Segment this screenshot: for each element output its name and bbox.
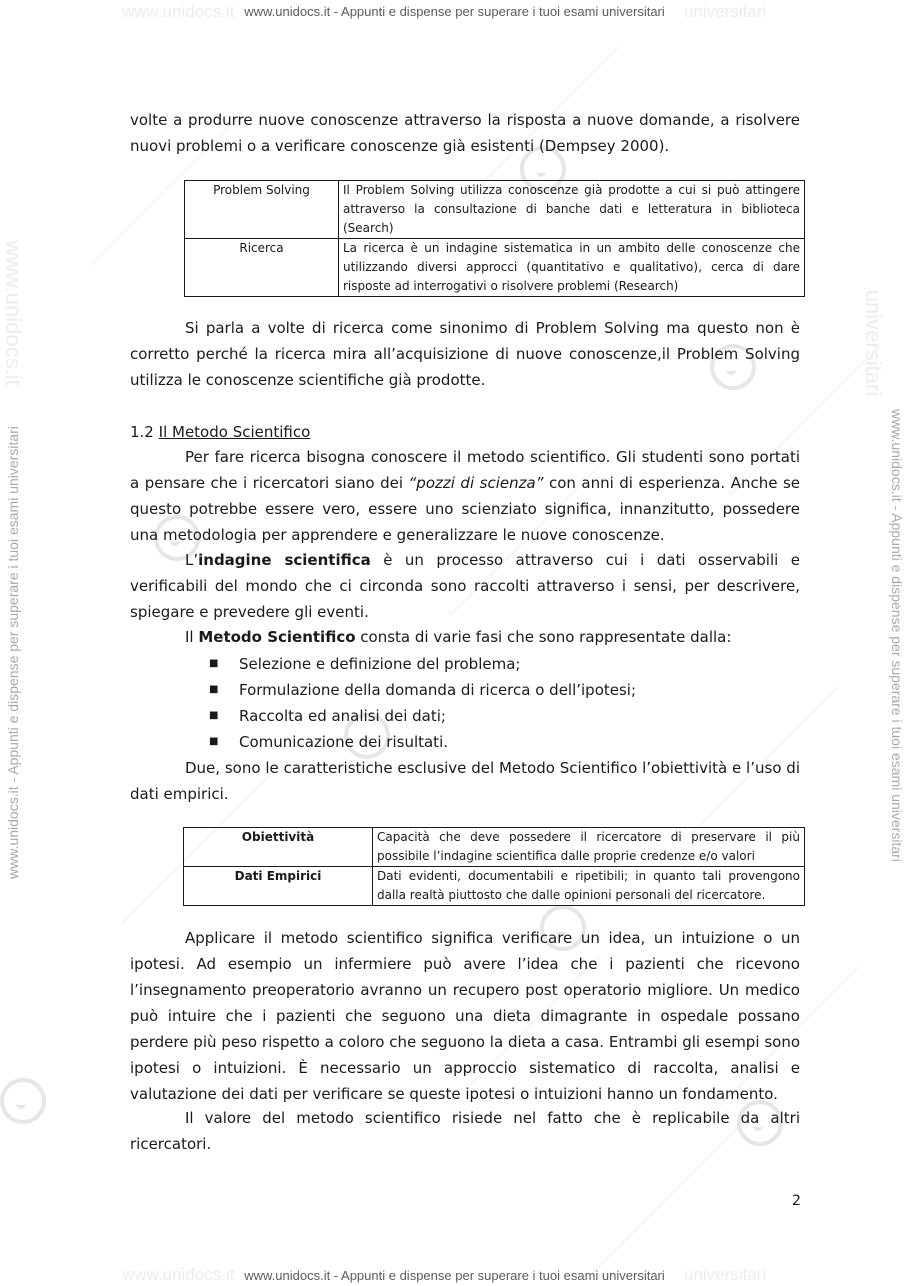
research-text-before: Per fare ricerca bisogna conoscere il metodo scientifico. Gli studenti sono portati a pensare che i ricercatori siano dei: [130, 448, 800, 492]
table-definition: Il Problem Solving utilizza conoscenze già prodotte a cui si può attingere attraverso la consultazione di banche dati e letteratura in biblioteca (Search): [339, 181, 805, 239]
table-row: [184, 867, 805, 906]
phases-bold: Metodo Scientifico: [198, 628, 356, 646]
watermark-ghost-bottom-left: www.unidocs.it: [122, 1265, 235, 1284]
watermark-ghost-right: universitari: [861, 289, 887, 397]
indagine-rest: è un processo attraverso cui i dati osservabili e verificabili del mondo che ci circonda sono raccolti attraverso i sensi, per descrivere, spiegare e prevedere gli eventi.: [130, 551, 801, 621]
watermark-ghost-left: www.unidocs.it: [0, 240, 26, 386]
apply-paragraph: Applicare il metodo scientifico significa verificare un idea, un intuizione o un ipotesi. Ad esempio un infermiere può avere l’idea che i pazienti che ricevono l’insegnamento preoperatorio avranno un recupero post operatorio migliore. Un medico può intuire che i pazienti che seguono una dieta dimagrante in ospedale possano perdere più peso rispetto a coloro che seguono la dieta a casa. Entrambi gli esempi sono ipotesi o intuizioni. È necessario un approccio sistematico di raccolta, analisi e valutazione dei dati per verificare se queste ipotesi o intuizioni hanno un fondamento.: [130, 929, 800, 1103]
value-paragraph: Il valore del metodo scientifico risiede nel fatto che è replicabile da altri ricercatori.: [130, 1109, 800, 1153]
table-term: Dati Empirici: [184, 867, 373, 906]
table-term: Problem Solving: [185, 181, 339, 239]
watermark-right: www.unidocs.it - Appunti e dispense per superare i tuoi esami universitari: [889, 409, 905, 862]
table-row: [185, 239, 805, 297]
indagine-prefix: L’: [185, 551, 199, 569]
table-row: [185, 181, 805, 239]
phases-list: [209, 651, 636, 755]
watermark-header: www.unidocs.it - Appunti e dispense per superare i tuoi esami universitari: [244, 4, 665, 19]
intro-paragraph: volte a produrre nuove conoscenze attraverso la risposta a nuove domande, a risolvere nuovi problemi o a verificare conoscenze già esistenti (Dempsey 2000).: [130, 111, 800, 155]
list-item: ■ Comunicazione dei risultati.: [209, 729, 636, 755]
table-row: [184, 828, 805, 867]
synonym-paragraph: Si parla a volte di ricerca come sinonimo di Problem Solving ma questo non è corretto perché la ricerca mira all’acquisizione di nuove conoscenze,il Problem Solving utilizza le conoscenze scientifiche già prodotte.: [130, 319, 800, 389]
research-paragraph: [130, 444, 800, 548]
phases-rest: consta di varie fasi che sono rappresentate dalla:: [355, 628, 732, 646]
watermark-left: www.unidocs.it - Appunti e dispense per superare i tuoi esami universitari: [5, 426, 21, 879]
list-item: ■ Formulazione della domanda di ricerca o dell’ipotesi;: [209, 677, 636, 703]
definition-table-method: [183, 827, 805, 906]
table-definition: La ricerca è un indagine sistematica in un ambito delle conoscenze che utilizzando diversi approcci (quantitativo e qualitativo), cerca di dare risposte ad interrogativi o risolvere problemi (Research): [339, 239, 805, 297]
phases-paragraph: [130, 624, 800, 650]
table-definition: Dati evidenti, documentabili e ripetibili; in quanto tali provengono dalla realtà piuttosto che dalle opinioni personali del ricercatore.: [373, 867, 805, 906]
indagine-bold: indagine scientifica: [198, 551, 371, 569]
features-paragraph: Due, sono le caratteristiche esclusive del Metodo Scientifico l’obiettività e l’uso di dati empirici.: [130, 759, 800, 803]
page-number: 2: [792, 1193, 801, 1209]
section-title: Il Metodo Scientifico: [158, 423, 311, 441]
watermark-ghost-bottom-right: universitari: [684, 1265, 767, 1284]
watermark-footer: www.unidocs.it - Appunti e dispense per superare i tuoi esami universitari: [244, 1268, 665, 1283]
watermark-logo-icon: [0, 1078, 46, 1124]
watermark-ghost-top-right: universitari: [684, 2, 767, 21]
indagine-paragraph: [130, 547, 800, 625]
phases-prefix: Il: [185, 628, 199, 646]
section-number: 1.2: [130, 423, 154, 441]
list-item: ■ Raccolta ed analisi dei dati;: [209, 703, 636, 729]
table-term: Ricerca: [185, 239, 339, 297]
table-definition: Capacità che deve possedere il ricercatore di preservare il più possibile l’indagine scientifica dalle proprie credenze e/o valori: [373, 828, 805, 867]
watermark-ghost-top-left: www.unidocs.it: [122, 2, 235, 21]
section-heading: [130, 421, 310, 443]
research-text-after: con anni di esperienza. Anche se questo potrebbe essere vero, essere uno scienziato significa, innanzitutto, possedere una metodologia per apprendere e generalizzare le nuove conoscenze.: [130, 474, 800, 544]
research-text-italic: “pozzi di scienza”: [408, 474, 544, 492]
definition-table-research: [184, 180, 805, 297]
table-term: Obiettività: [184, 828, 373, 867]
list-item: ■ Selezione e definizione del problema;: [209, 651, 636, 677]
